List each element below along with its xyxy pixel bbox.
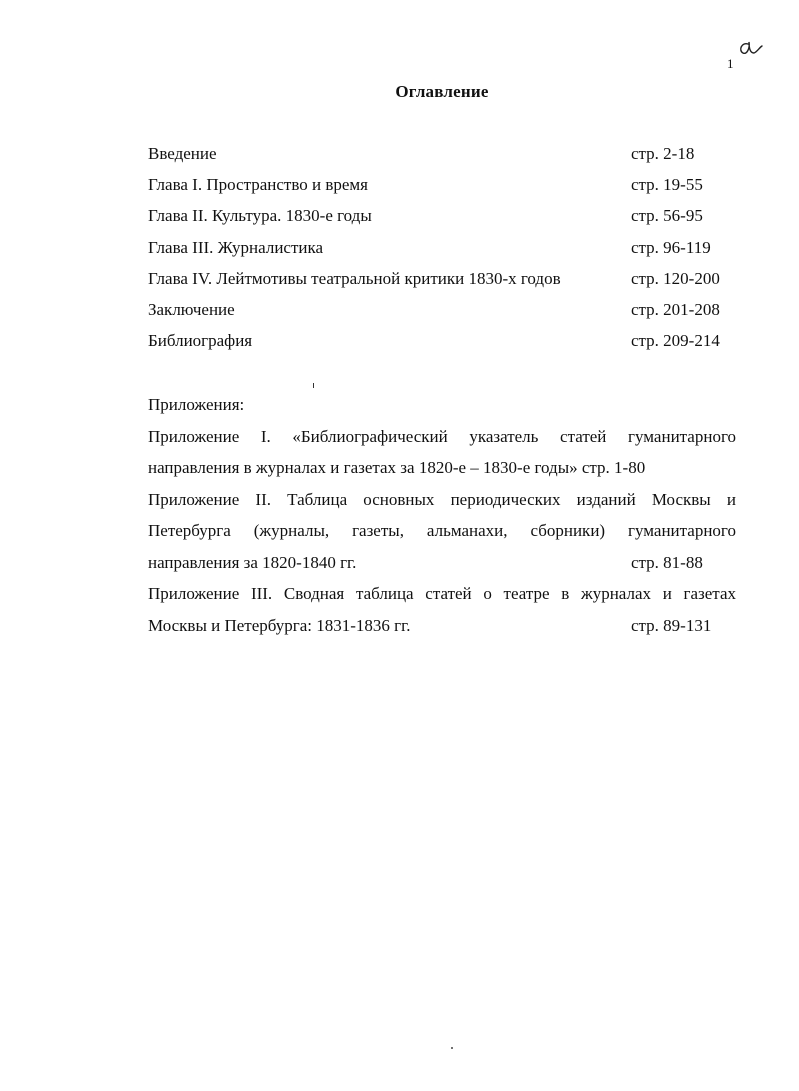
- toc-label: Введение: [148, 144, 217, 163]
- appendix-1-line-2-text: направления в журналах и газетах за 1820-е – 1830-е годы»: [148, 458, 578, 477]
- toc-label: Заключение: [148, 299, 235, 319]
- toc-label: Глава IV. Лейтмотивы театральной критики 1830-х годов: [148, 268, 561, 288]
- toc-label: Глава II. Культура. 1830-е годы: [148, 206, 372, 226]
- appendix-2-line-3: [148, 551, 736, 583]
- toc-label: Библиография: [148, 331, 253, 351]
- toc-pages: стр. 56-95: [631, 206, 703, 226]
- page-number: 1: [727, 56, 734, 71]
- scan-artifact-tick: [313, 383, 314, 388]
- toc-label: Глава I. Пространство и время: [148, 175, 368, 195]
- handwritten-letter-a-mark: [734, 36, 764, 66]
- appendix-1-pages: стр. 1-80: [581, 458, 646, 477]
- toc-pages: стр. 209-214: [631, 331, 720, 351]
- toc-row-chapter-2: [148, 206, 748, 237]
- table-of-contents: [148, 144, 748, 362]
- toc-row-chapter-1: [148, 175, 748, 206]
- toc-pages: стр. 120-200: [631, 268, 720, 288]
- scan-artifact-dot: [451, 1047, 453, 1049]
- toc-pages: стр. 201-208: [631, 299, 720, 319]
- appendix-2-line-2: Петербурга (журналы, газеты, альманахи, сборники) гуманитарного: [148, 521, 736, 540]
- toc-pages: стр. 19-55: [631, 175, 703, 195]
- appendices-heading: Приложения:: [148, 395, 245, 414]
- appendix-3-line-2-text: Москвы и Петербурга: 1831-1836 гг.: [148, 615, 411, 635]
- appendices-section: [148, 393, 736, 645]
- appendix-2-line-1: Приложение II. Таблица основных периодических изданий Москвы и: [148, 489, 736, 509]
- appendix-1: [148, 425, 736, 488]
- toc-label: Глава III. Журналистика: [148, 237, 324, 257]
- appendix-1-line-2: [148, 456, 736, 488]
- toc-row-bibliography: [148, 331, 748, 362]
- appendix-3: [148, 582, 736, 645]
- toc-row-chapter-4: [148, 269, 748, 300]
- appendix-3-line-2: [148, 614, 736, 646]
- appendix-1-line-1: Приложение I. «Библиографический указатель статей гуманитарного: [148, 426, 736, 446]
- toc-row-conclusion: [148, 300, 748, 331]
- appendix-3-pages: стр. 89-131: [631, 615, 712, 635]
- page-title: Оглавление: [395, 82, 489, 101]
- toc-pages: стр. 2-18: [631, 144, 695, 163]
- toc-row-chapter-3: [148, 238, 748, 269]
- toc-row-introduction: [148, 144, 748, 175]
- appendix-3-line-1: Приложение III. Сводная таблица статей о театре в журналах и газетах: [148, 584, 736, 603]
- appendix-2-line-3-text: направления за 1820-1840 гг.: [148, 552, 357, 572]
- toc-pages: стр. 96-119: [631, 237, 711, 257]
- appendix-2-pages: стр. 81-88: [631, 552, 703, 572]
- appendix-2: [148, 488, 736, 583]
